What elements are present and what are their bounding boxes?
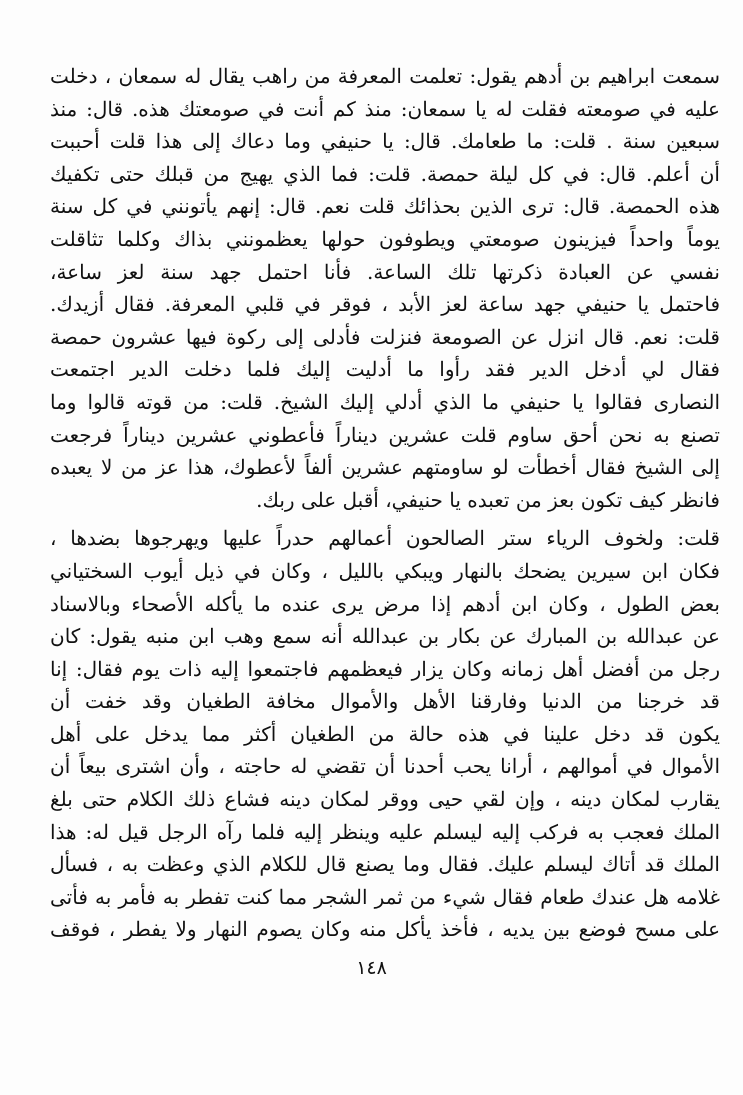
text-line: قد خرجنا من الدنيا وفارقنا الأهل والأموال مخافة الطغيان وقد خفت أن bbox=[50, 689, 720, 714]
text-line: إلى الشيخ فقال أخطأت لو ساومتهم عشرين ألفاً لأعطوك، هذا عز من لا يعبده bbox=[50, 455, 720, 480]
text-line: نفسي عن العبادة ذكرتها تلك الساعة. فأنا احتمل جهد سنة لعز ساعة، bbox=[50, 259, 720, 284]
text-line: فاحتمل يا حنيفي جهد ساعة لعز الأبد ، فوقر في قلبي المعرفة. فقال أزيدك. bbox=[50, 292, 720, 317]
text-line: رجل من أفضل أهل زمانه وكان يزار فيعظمهم فاجتمعوا إليه ذات يوم فقال: إنا bbox=[50, 656, 720, 681]
text-line: غلامه هل عندك طعام فقال شيء من ثمر الشجر مما كنت تفطر به فأمر به فأتى bbox=[50, 884, 720, 909]
page-number: ١٤٨ bbox=[356, 957, 387, 979]
text-line: النصارى فقالوا يا حنيفي ما الذي أدلي إليك الشيخ. قلت: من قوته قالوا وما bbox=[50, 389, 720, 414]
text-line: قلت: نعم. قال انزل عن الصومعة فنزلت فأدلى إلى ركوة فيها عشرون حمصة bbox=[50, 324, 720, 349]
text-line: يوماً واحداً فيزينون صومعتي ويطوفون حولها يعظمونني بذاك وكلما تثاقلت bbox=[50, 226, 720, 251]
text-line: يكون قد دخل علينا في هذه حالة من الطغيان أكثر مما يدخل على أهل bbox=[50, 721, 720, 746]
text-line: سبعين سنة . قلت: ما طعامك. قال: يا حنيفي وما دعاك إلى هذا قلت أحببت bbox=[50, 129, 720, 154]
text-line: تصنع به نحن أحق ساوم قلت عشرين ديناراً فأعطوني عشرين ديناراً فرجعت bbox=[50, 422, 720, 447]
text-line: أن أعلم. قال: في كل ليلة حمصة. قلت: فما الذي يهيج من قبلك حتى تكفيك bbox=[50, 161, 720, 186]
body-text bbox=[50, 60, 720, 946]
text-line: الملك فعجب به فركب إليه ليسلم عليه وينظر إليه فلما رآه الرجل قيل له: هذا bbox=[50, 819, 720, 844]
text-line: بعض الطول ، وكان ابن أدهم إذا مرض يرى عنده ما يأكله الأصحاء وبالاسناد bbox=[50, 591, 720, 616]
paragraph-2 bbox=[50, 522, 720, 946]
text-line: عليه في صومعته فقلت له يا سمعان: منذ كم أنت في صومعتك هذه. قال: منذ bbox=[50, 96, 720, 121]
text-line: سمعت ابراهيم بن أدهم يقول: تعلمت المعرفة من راهب يقال له سمعان ، دخلت bbox=[50, 64, 720, 88]
text-line: الملك قد أتاك ليسلم عليك. فقال وما يصنع قال للكلام الذي وعظت به ، فسأل bbox=[50, 852, 720, 877]
text-line: فقال لي أدخل الدير فقد رأوا ما أدليت إليك فلما دخلت الدير اجتمعت bbox=[50, 357, 720, 382]
text-line: يقارب لمكان دينه ، وإن لقي حيى ووقر لمكان دينه فشاع ذلك الكلام حتى بلغ bbox=[50, 787, 720, 812]
text-line: على مسح فوضع بين يديه ، فأخذ يأكل منه وكان يصوم النهار ولا يفطر ، فوقف bbox=[50, 917, 720, 942]
text-line: فانظر كيف تكون بعز من تعبده يا حنيفي، أقبل على ربك. bbox=[256, 487, 720, 512]
text-line: قلت: ولخوف الرياء ستر الصالحون أعمالهم حدراً عليها ويهرجوها بضدها ، bbox=[50, 526, 720, 551]
paragraph-1 bbox=[50, 60, 720, 516]
text-line: فكان ابن سيرين يضحك بالنهار ويبكي بالليل ، وكان في ذيل أيوب السختياني bbox=[50, 558, 720, 583]
text-line: هذه الحمصة. قال: ترى الذين بحذائك قلت نعم. قال: إنهم يأتونني في كل سنة bbox=[50, 194, 720, 219]
text-line: الأموال في أموالهم ، أرانا يحب أحدنا أن تقضي له حاجته ، وأن اشترى بيعاً أن bbox=[50, 754, 720, 779]
text-line: عن عبدالله بن المبارك عن بكار بن عبدالله أنه سمع وهب ابن منبه يقول: كان bbox=[50, 624, 720, 649]
